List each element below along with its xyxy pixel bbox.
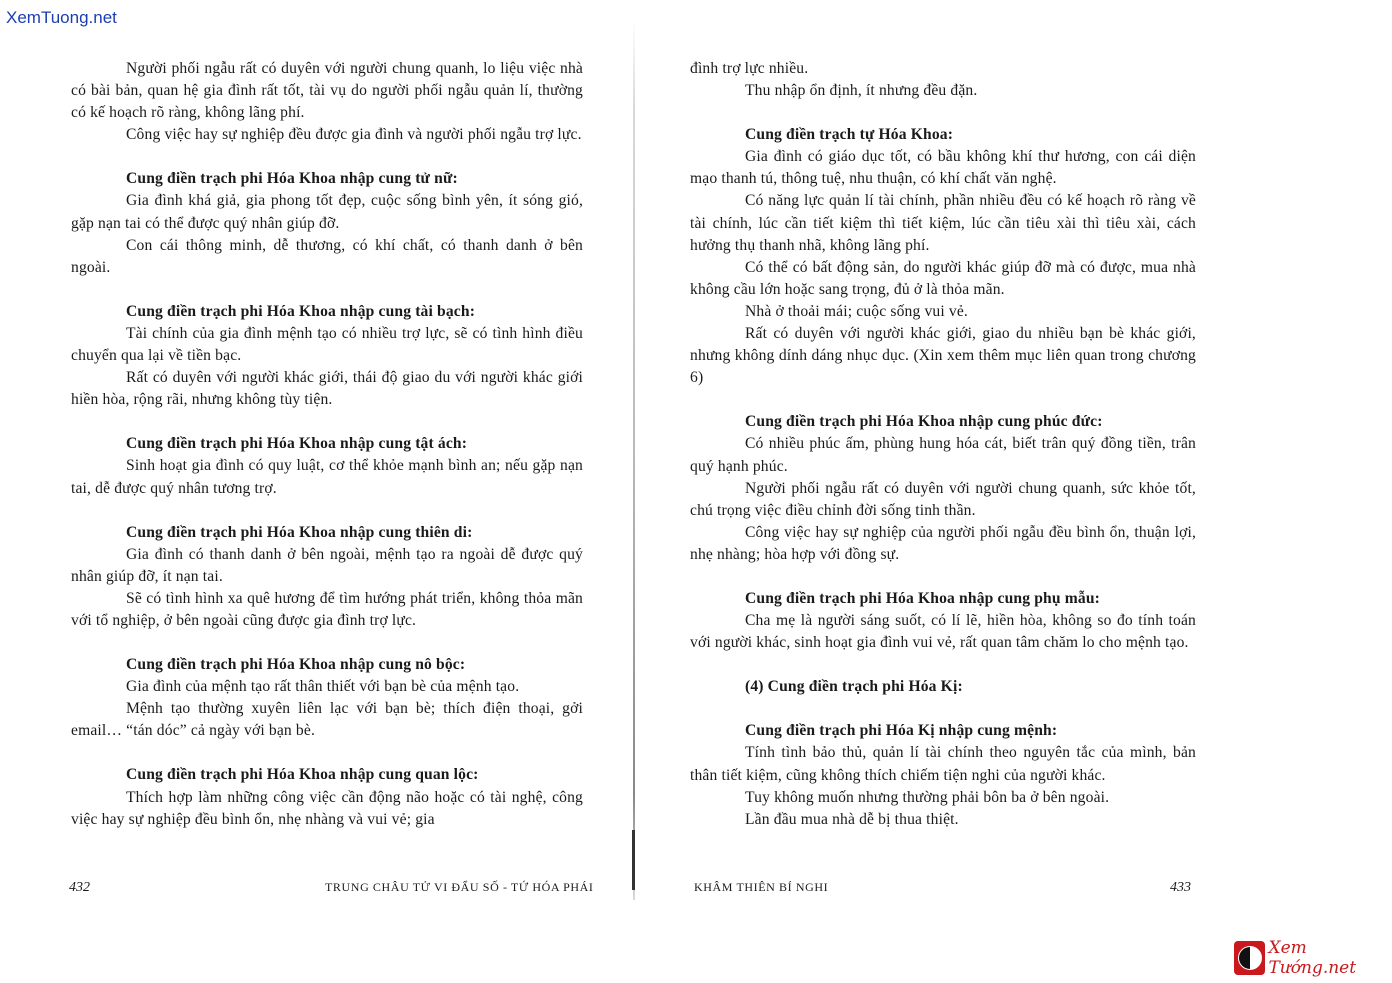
paragraph: Có thể có bất động sản, do người khác giúp đỡ mà có được, mua nhà không cầu lớn hoặc sang trọng, đủ ở là thỏa mãn. bbox=[690, 258, 1196, 298]
section-heading: Cung điền trạch phi Hóa Khoa nhập cung nô bộc: bbox=[126, 656, 466, 674]
section-heading: Cung điền trạch phi Hóa Khoa nhập cung tử nữ: bbox=[126, 170, 458, 188]
paragraph: Gia đình của mệnh tạo rất thân thiết với bạn bè của mệnh tạo. bbox=[126, 678, 520, 696]
paragraph: Con cái thông minh, dễ thương, có khí chất, có thanh danh ở bên ngoài. bbox=[71, 236, 583, 276]
section-heading: Cung điền trạch phi Hóa Khoa nhập cung quan lộc: bbox=[126, 766, 479, 784]
section-heading: Cung điền trạch phi Hóa Khoa nhập cung phúc đức: bbox=[745, 413, 1103, 431]
paragraph: Người phối ngẫu rất có duyên với người chung quanh, sức khỏe tốt, chú trọng việc điều chỉnh đời sống tinh thần. bbox=[690, 479, 1196, 519]
paragraph: Gia đình khá giả, gia phong tốt đẹp, cuộc sống bình yên, ít sóng gió, gặp nạn tai có thể được quý nhân giúp đỡ. bbox=[71, 192, 583, 232]
paragraph: Thích hợp làm những công việc cần động não hoặc có tài nghệ, công việc hay sự nghiệp đều bình ổn, nhẹ nhàng và vui vẻ; gia bbox=[71, 788, 583, 828]
site-watermark[interactable]: XemTuong.net bbox=[6, 8, 117, 27]
paragraph: Rất có duyên với người khác giới, thái độ giao du với người khác giới hiền hòa, rộng rãi, nhưng không tùy tiện. bbox=[71, 369, 583, 409]
paragraph: Gia đình có thanh danh ở bên ngoài, mệnh tạo ra ngoài dễ được quý nhân giúp đỡ, ít nạn tai. bbox=[71, 545, 583, 585]
section-heading: Cung điền trạch phi Hóa Khoa nhập cung tài bạch: bbox=[126, 302, 476, 320]
logo-text: Xem Tướng.net bbox=[1268, 938, 1357, 978]
section-heading: (4) Cung điền trạch phi Hóa Kị: bbox=[745, 678, 963, 696]
section-heading: Cung điền trạch phi Hóa Khoa nhập cung phụ mẫu: bbox=[745, 589, 1100, 607]
site-logo[interactable] bbox=[1234, 938, 1390, 978]
paragraph: Có năng lực quản lí tài chính, phần nhiều đều có kế hoạch rõ ràng về tài chính, lúc cần tiết kiệm thì tiết kiệm, lúc cần tiêu xài thì tiêu xài, cách hưởng thụ thanh nhã, không lãng phí. bbox=[690, 192, 1196, 254]
paragraph: Người phối ngẫu rất có duyên với người chung quanh, lo liệu việc nhà có bài bản, quan hệ gia đình rất tốt, tài vụ do người phối ngẫu quản lí, thường có kế hoạch rõ ràng, không lãng phí. bbox=[71, 60, 583, 122]
paragraph: Cha mẹ là người sáng suốt, có lí lẽ, hiền hòa, không so đo tính toán với người khác, sinh hoạt gia đình vui vẻ, rất quan tâm chăm lo cho mệnh tạo. bbox=[690, 612, 1196, 652]
paragraph: đình trợ lực nhiều. bbox=[690, 60, 809, 77]
paragraph: Lần đầu mua nhà dễ bị thua thiệt. bbox=[745, 810, 959, 828]
section-heading: Cung điền trạch phi Hóa Khoa nhập cung tật ách: bbox=[126, 435, 468, 453]
paragraph: Rất có duyên với người khác giới, giao du nhiều bạn bè khác giới, nhưng không dính dáng nhục dục. (Xin xem thêm mục liên quan trong chương 6) bbox=[690, 325, 1196, 387]
right-page-body bbox=[690, 58, 1196, 831]
paragraph: Có nhiều phúc ấm, phùng hung hóa cát, biết trân quý đồng tiền, trân quý hạnh phúc. bbox=[690, 435, 1196, 475]
book-spine bbox=[633, 20, 635, 900]
section-heading: Cung điền trạch phi Hóa Kị nhập cung mệnh: bbox=[745, 722, 1058, 740]
section-heading: Cung điền trạch tự Hóa Khoa: bbox=[745, 126, 954, 144]
paragraph: Sẽ có tình hình xa quê hương để tìm hướng phát triển, không thỏa mãn với tổ nghiệp, ở bên ngoài cũng được gia đình trợ lực. bbox=[71, 589, 583, 629]
left-page-number: 432 bbox=[69, 880, 90, 895]
paragraph: Mệnh tạo thường xuyên liên lạc với bạn bè; thích điện thoại, gởi email… “tán dóc” cả ngày với bạn bè. bbox=[71, 700, 583, 740]
paragraph: Gia đình có giáo dục tốt, có bầu không khí thư hương, con cái diện mạo thanh tú, thông tuệ, nhu thuận, có khí chất văn nghệ. bbox=[690, 148, 1196, 188]
section-heading: Cung điền trạch phi Hóa Khoa nhập cung thiên di: bbox=[126, 523, 473, 541]
paragraph: Công việc hay sự nghiệp đều được gia đình và người phối ngẫu trợ lực. bbox=[126, 126, 582, 144]
spine-shadow bbox=[632, 830, 635, 890]
paragraph: Tính tình bảo thủ, quản lí tài chính theo nguyên tắc của mình, bản thân tiết kiệm, cũng không thích chiếm tiện nghi của người khác. bbox=[690, 744, 1196, 784]
right-page-number: 433 bbox=[1170, 880, 1191, 895]
paragraph: Sinh hoạt gia đình có quy luật, cơ thể khỏe mạnh bình an; nếu gặp nạn tai, dễ được quý nhân tương trợ. bbox=[71, 457, 583, 497]
yin-yang-icon bbox=[1234, 941, 1265, 975]
paragraph: Công việc hay sự nghiệp của người phối ngẫu đều bình ổn, thuận lợi, nhẹ nhàng; hòa hợp với đồng sự. bbox=[690, 523, 1196, 563]
paragraph: Nhà ở thoải mái; cuộc sống vui vẻ. bbox=[745, 302, 968, 320]
paragraph: Tài chính của gia đình mệnh tạo có nhiều trợ lực, sẽ có tình hình điều chuyển qua lại về tiền bạc. bbox=[71, 324, 583, 365]
left-page-body bbox=[71, 58, 583, 831]
left-page-footer: TRUNG CHÂU TỬ VI ĐẨU SỐ - TỨ HÓA PHÁI bbox=[325, 880, 594, 894]
right-page-footer: KHÂM THIÊN BÍ NGHI bbox=[694, 880, 829, 894]
paragraph: Tuy không muốn nhưng thường phải bôn ba ở bên ngoài. bbox=[745, 788, 1110, 806]
paragraph: Thu nhập ổn định, ít nhưng đều đặn. bbox=[745, 82, 978, 100]
